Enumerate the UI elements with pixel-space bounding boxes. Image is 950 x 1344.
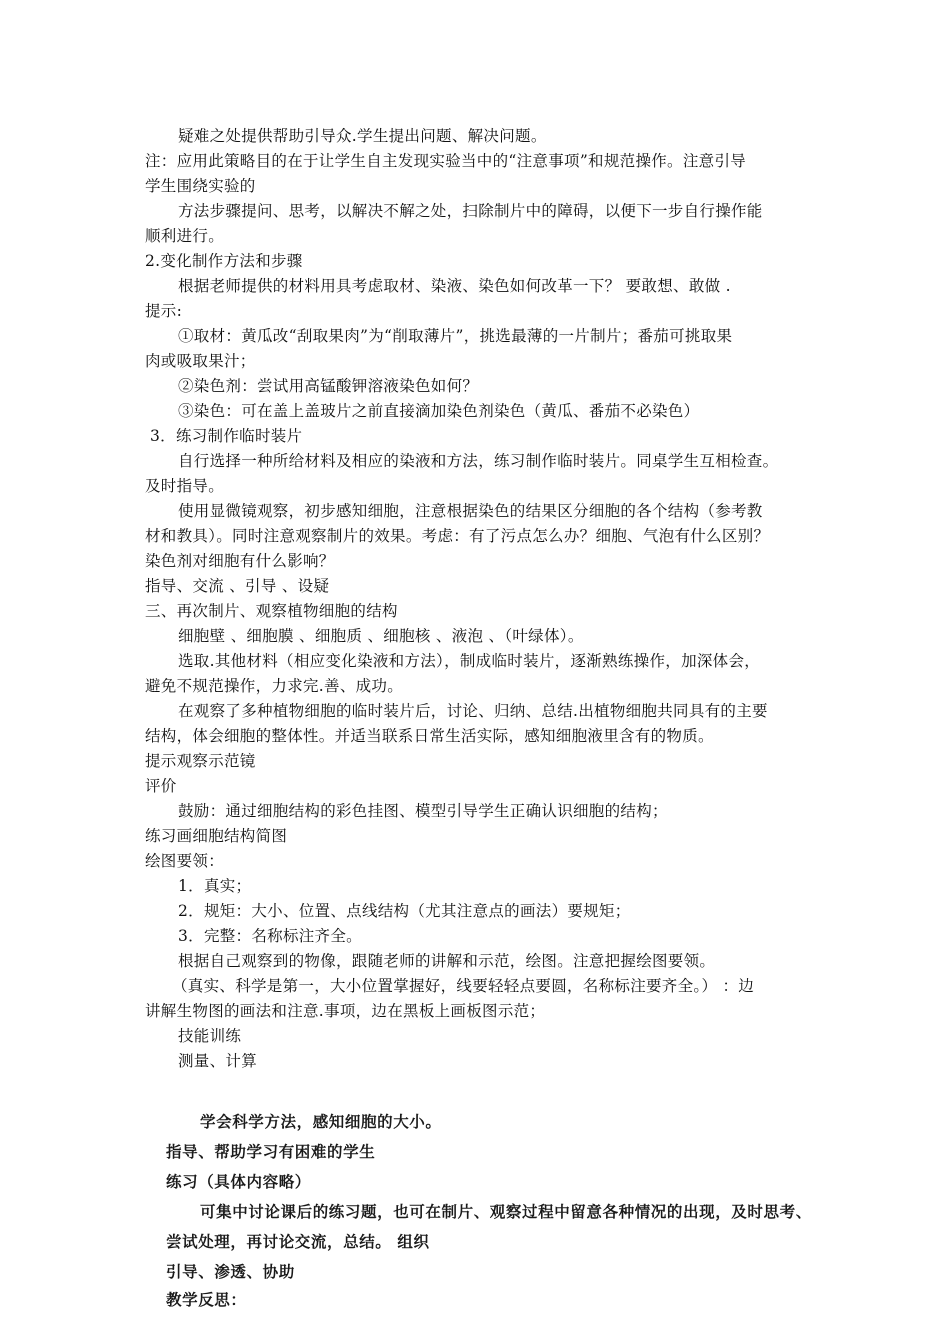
text-line: 及时指导。 (145, 477, 225, 495)
text-line: 可集中讨论课后的练习题，也可在制片、观察过程中留意各种情况的出现，及时思考、 (200, 1203, 812, 1221)
text-line: 测量、计算 (178, 1052, 258, 1070)
text-line: 疑难之处提供帮助引导众.学生提出问题、解决问题。 (178, 127, 547, 145)
text-line: 鼓励：通过细胞结构的彩色挂图、模型引导学生正确认识细胞的结构； (178, 802, 668, 820)
text-line: 方法步骤提问、思考，以解决不解之处，扫除制片中的障碍，以便下一步自行操作能 (178, 202, 763, 220)
text-line: 选取.其他材料（相应变化染液和方法），制成临时装片，逐渐熟练操作，加深体会， (178, 652, 761, 670)
text-line: 顺利进行。 (145, 227, 225, 245)
text-line: 注：应用此策略目的在于让学生自主发现实验当中的“注意事项”和规范操作。注意引导 (145, 152, 747, 170)
text-line: 尝试处理，再讨论交流，总结。 组织 (166, 1233, 430, 1251)
text-line: 肉或吸取果汁； (145, 352, 256, 370)
section-heading: 3．练习制作临时装片 (150, 427, 303, 445)
text-line: 评价 (145, 777, 177, 795)
text-line: 学会科学方法，感知细胞的大小。 (200, 1113, 442, 1131)
text-line: 练习（具体内容略） (166, 1173, 311, 1191)
text-line: 在观察了多种植物细胞的临时装片后，讨论、归纳、总结.出植物细胞共同具有的主要 (178, 702, 768, 720)
text-line: 技能训练 (178, 1027, 242, 1045)
text-line: ①取材：黄瓜改“刮取果肉”为“削取薄片”，挑选最薄的一片制片；番茄可挑取果 (178, 327, 733, 345)
text-line: 提示观察示范镜 (145, 752, 256, 770)
text-line: ②染色剂：尝试用高锰酸钾溶液染色如何？ (178, 377, 479, 395)
section-heading: 2.变化制作方法和步骤 (145, 252, 303, 270)
section-heading: 三、再次制片、观察植物细胞的结构 (145, 602, 398, 620)
text-line: 讲解生物图的画法和注意.事项，边在黑板上画板图示范； (145, 1002, 546, 1020)
text-line: 绘图要领： (145, 852, 225, 870)
text-line: 避免不规范操作，力求完.善、成功。 (145, 677, 404, 695)
list-item: 3．完整：名称标注齐全。 (178, 927, 362, 945)
text-line: 指导、交流 、引导 、设疑 (145, 577, 330, 595)
text-line: 结构，体会细胞的整体性。并适当联系日常生活实际，感知细胞液里含有的物质。 (145, 727, 714, 745)
text-line: 染色剂对细胞有什么影响？ (145, 552, 335, 570)
text-line: 学生围绕实验的 (145, 177, 256, 195)
text-line: 引导、渗透、协助 (166, 1263, 295, 1281)
text-line: 教学反思： (166, 1291, 247, 1309)
text-line: 细胞壁 、细胞膜 、细胞质 、细胞核 、液泡 、（叶绿体）。 (178, 627, 584, 645)
text-line: 指导、帮助学习有困难的学生 (166, 1143, 376, 1161)
text-line: ③染色：可在盖上盖玻片之前直接滴加染色剂染色（黄瓜、番茄不必染色） (178, 402, 700, 420)
text-line: 根据自己观察到的物像，跟随老师的讲解和示范，绘图。注意把握绘图要领。 (178, 952, 716, 970)
text-line: 自行选择一种所给材料及相应的染液和方法，练习制作临时装片。同桌学生互相检查。 (178, 452, 779, 470)
text-line: （真实、科学是第一，大小位置掌握好，线要轻轻点要圆，名称标注要齐全。） ：边 (172, 977, 755, 995)
text-line: 练习画细胞结构简图 (145, 827, 288, 845)
text-line: 根据老师提供的材料用具考虑取材、染液、染色如何改革一下？ 要敢想、敢做 . (178, 277, 731, 295)
list-item: 1．真实； (178, 877, 252, 895)
list-item: 2．规矩：大小、位置、点线结构（尤其注意点的画法）要规矩； (178, 902, 631, 920)
text-line: 提示: (145, 302, 183, 320)
text-line: 材和教具）。同时注意观察制片的效果。考虑：有了污点怎么办？细胞、气泡有什么区别？ (145, 527, 770, 545)
text-line: 使用显微镜观察，初步感知细胞，注意根据染色的结果区分细胞的各个结构（参考教 (178, 502, 763, 520)
